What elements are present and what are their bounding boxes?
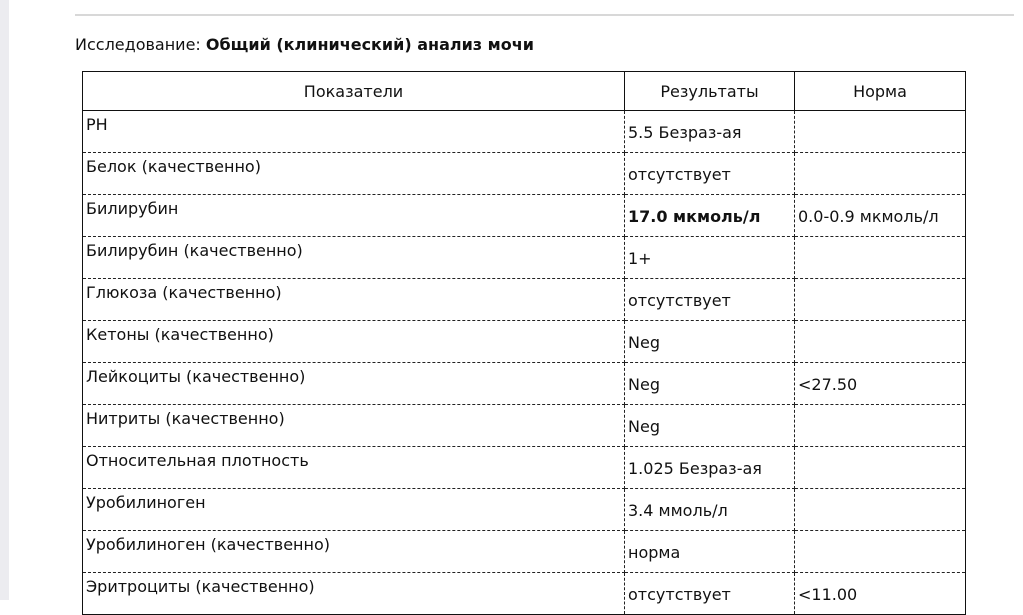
- indicator-result: 1+: [625, 237, 795, 279]
- indicator-norm: <11.00: [795, 573, 966, 615]
- table-row: [83, 405, 966, 447]
- top-divider: [75, 14, 1014, 16]
- table-row: [83, 237, 966, 279]
- indicator-norm: [795, 321, 966, 363]
- table-row: [83, 321, 966, 363]
- indicator-result-abnormal: 17.0 мкмоль/л: [625, 195, 795, 237]
- table-row: [83, 573, 966, 615]
- header-indicators: Показатели: [83, 72, 625, 111]
- indicator-result: 1.025 Безраз-ая: [625, 447, 795, 489]
- indicator-result: отсутствует: [625, 573, 795, 615]
- indicator-name: Белок (качественно): [83, 153, 625, 195]
- indicator-norm: <27.50: [795, 363, 966, 405]
- indicator-result: Neg: [625, 405, 795, 447]
- header-results: Результаты: [625, 72, 795, 111]
- table-row: [83, 489, 966, 531]
- table-row: [83, 363, 966, 405]
- indicator-norm: [795, 279, 966, 321]
- table-row: [83, 111, 966, 153]
- table-row: [83, 279, 966, 321]
- indicator-norm: [795, 489, 966, 531]
- indicator-result: Neg: [625, 321, 795, 363]
- study-title: [75, 35, 534, 54]
- indicator-name: Эритроциты (качественно): [83, 573, 625, 615]
- study-label: Исследование:: [75, 35, 201, 54]
- table-row: [83, 195, 966, 237]
- indicator-name: Кетоны (качественно): [83, 321, 625, 363]
- table-row: [83, 153, 966, 195]
- indicator-name: Уробилиноген (качественно): [83, 531, 625, 573]
- indicator-result: норма: [625, 531, 795, 573]
- indicator-result: 3.4 ммоль/л: [625, 489, 795, 531]
- indicator-name: Билирубин (качественно): [83, 237, 625, 279]
- indicator-result: отсутствует: [625, 153, 795, 195]
- indicator-norm: [795, 153, 966, 195]
- table-row: [83, 447, 966, 489]
- indicator-norm: [795, 237, 966, 279]
- header-norm: Норма: [795, 72, 966, 111]
- indicator-name: Билирубин: [83, 195, 625, 237]
- indicator-norm: [795, 405, 966, 447]
- indicator-name: Нитриты (качественно): [83, 405, 625, 447]
- results-table: [82, 71, 966, 615]
- indicator-name: PH: [83, 111, 625, 153]
- indicator-norm: [795, 531, 966, 573]
- study-name: Общий (клинический) анализ мочи: [205, 35, 534, 54]
- indicator-norm: 0.0-0.9 мкмоль/л: [795, 195, 966, 237]
- indicator-name: Относительная плотность: [83, 447, 625, 489]
- indicator-norm: [795, 111, 966, 153]
- indicator-result: Neg: [625, 363, 795, 405]
- page-edge: [0, 0, 9, 600]
- indicator-name: Лейкоциты (качественно): [83, 363, 625, 405]
- indicator-norm: [795, 447, 966, 489]
- indicator-result: 5.5 Безраз-ая: [625, 111, 795, 153]
- indicator-name: Глюкоза (качественно): [83, 279, 625, 321]
- table-row: [83, 531, 966, 573]
- table-header-row: [83, 72, 966, 111]
- indicator-name: Уробилиноген: [83, 489, 625, 531]
- indicator-result: отсутствует: [625, 279, 795, 321]
